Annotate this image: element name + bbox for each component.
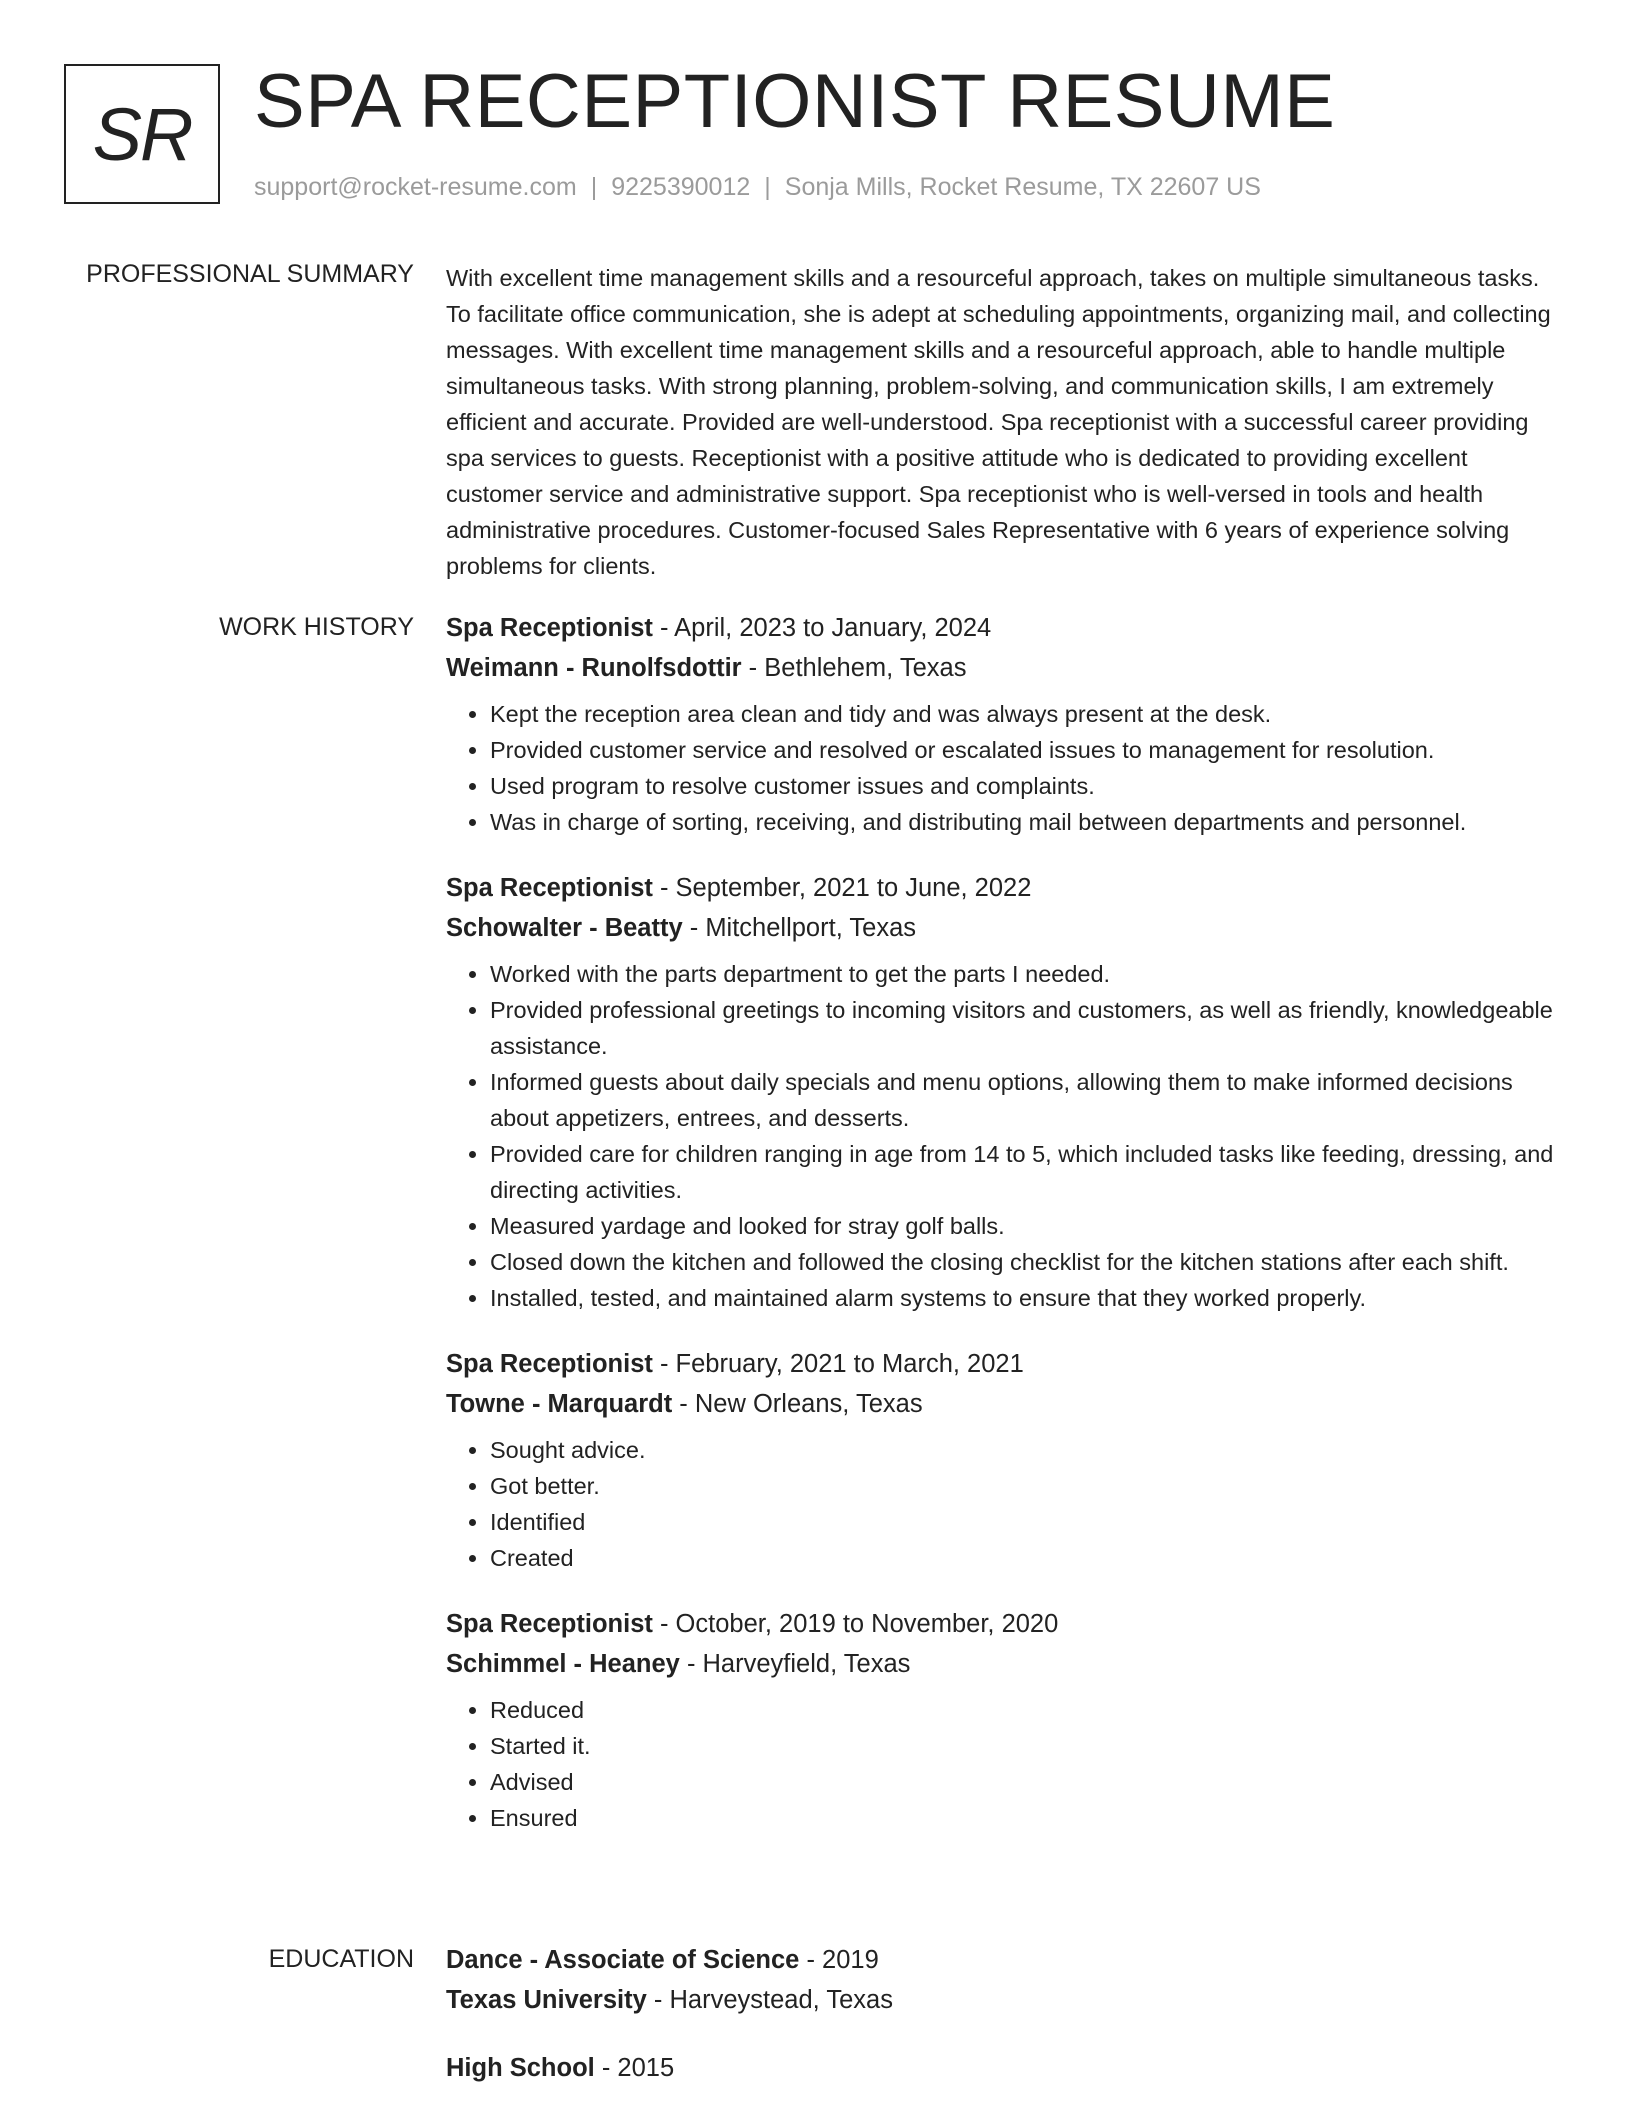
job-bullets	[446, 1432, 1566, 1576]
education-degree-line	[446, 2048, 1566, 2088]
bullet-item: • Measured yardage and looked for stray golf balls.	[490, 1208, 1566, 1244]
job-title-line	[446, 1344, 1566, 1384]
job-title: Spa Receptionist	[446, 1610, 653, 1638]
bullet-item: • Was in charge of sorting, receiving, and distributing mail between departments and personnel.	[490, 804, 1566, 840]
job-company-line	[446, 1644, 1566, 1684]
bullet-item: • Advised	[490, 1764, 1566, 1800]
summary-body	[446, 260, 1566, 584]
job-title-line	[446, 608, 1566, 648]
job-entry	[446, 1604, 1566, 1836]
contact-separator: |	[590, 173, 598, 201]
education-degree: Dance - Associate of Science	[446, 1946, 800, 1974]
bullet-item: • Kept the reception area clean and tidy and was always present at the desk.	[490, 696, 1566, 732]
contact-line	[254, 173, 1261, 202]
bullet-item: • Used program to resolve customer issues and complaints.	[490, 768, 1566, 804]
education-entry	[446, 2048, 1566, 2088]
bullet-item: • Reduced	[490, 1692, 1566, 1728]
job-bullets	[446, 1692, 1566, 1836]
job-company-line	[446, 1384, 1566, 1424]
contact-separator: |	[764, 173, 771, 201]
job-company: Schowalter - Beatty	[446, 914, 683, 942]
job-entry	[446, 1344, 1566, 1576]
education-school-line	[446, 1980, 1566, 2020]
bullet-item: • Identified	[490, 1504, 1566, 1540]
education-body	[446, 1940, 1566, 2116]
education-degree-line	[446, 1940, 1566, 1980]
education-location: - Harveystead, Texas	[646, 1986, 893, 2014]
bullet-item: • Informed guests about daily specials and menu options, allowing them to make informed decisions about appetizers, entrees, and desserts.	[490, 1064, 1566, 1136]
contact-email: support@rocket-resume.com	[254, 173, 577, 201]
section-label-summary: PROFESSIONAL SUMMARY	[86, 260, 414, 288]
bullet-item: • Installed, tested, and maintained alarm systems to ensure that they worked properly.	[490, 1280, 1566, 1316]
job-company-line	[446, 908, 1566, 948]
job-bullets	[446, 956, 1566, 1316]
bullet-item: • Provided professional greetings to incoming visitors and customers, as well as friendly, knowledgeable assistance.	[490, 992, 1566, 1064]
job-title: Spa Receptionist	[446, 614, 653, 642]
job-entry	[446, 868, 1566, 1316]
education-year: - 2015	[594, 2054, 675, 2082]
bullet-item: • Provided care for children ranging in age from 14 to 5, which included tasks like feeding, dressing, and directing activities.	[490, 1136, 1566, 1208]
job-title: Spa Receptionist	[446, 1350, 653, 1378]
bullet-item: • Ensured	[490, 1800, 1566, 1836]
job-location: - Harveyfield, Texas	[679, 1650, 911, 1678]
bullet-item: • Created	[490, 1540, 1566, 1576]
bullet-item: • Provided customer service and resolved or escalated issues to management for resolution.	[490, 732, 1566, 768]
resume-header	[64, 59, 1564, 214]
job-dates: - February, 2021 to March, 2021	[652, 1350, 1024, 1378]
bullet-item: • Sought advice.	[490, 1432, 1566, 1468]
job-dates: - October, 2019 to November, 2020	[652, 1610, 1059, 1638]
job-title-line	[446, 868, 1566, 908]
education-entry	[446, 1940, 1566, 2020]
job-location: - Bethlehem, Texas	[741, 654, 967, 682]
job-title-line	[446, 1604, 1566, 1644]
job-location: - Mitchellport, Texas	[682, 914, 917, 942]
bullet-item: • Started it.	[490, 1728, 1566, 1764]
bullet-item: • Closed down the kitchen and followed the closing checklist for the kitchen stations after each shift.	[490, 1244, 1566, 1280]
education-degree: High School	[446, 2054, 595, 2082]
job-company: Towne - Marquardt	[446, 1390, 673, 1418]
job-dates: - September, 2021 to June, 2022	[652, 874, 1032, 902]
section-label-work-history: WORK HISTORY	[219, 613, 414, 641]
contact-phone: 9225390012	[611, 173, 751, 201]
monogram-logo: SR	[64, 64, 220, 204]
bullet-item: • Worked with the parts department to get the parts I needed.	[490, 956, 1566, 992]
education-year: - 2019	[799, 1946, 879, 1974]
section-label-education: EDUCATION	[268, 1945, 414, 1973]
job-bullets	[446, 696, 1566, 840]
page-title: SPA RECEPTIONIST RESUME	[254, 59, 1336, 144]
job-location: - New Orleans, Texas	[672, 1390, 923, 1418]
job-entry	[446, 608, 1566, 840]
bullet-item: • Got better.	[490, 1468, 1566, 1504]
job-company-line	[446, 648, 1566, 688]
summary-text: With excellent time management skills and a resourceful approach, takes on multiple simultaneous tasks. To facilitate office communication, she is adept at scheduling appointments, organizing mail, and collecting messages. With excellent time management skills and a resourceful approach, able to handle multiple simultaneous tasks. With strong planning, problem-solving, and communication skills, I am extremely efficient and accurate. Provided are well-understood. Spa receptionist with a successful career providing spa services to guests. Receptionist with a positive attitude who is dedicated to providing excellent customer service and administrative support. Spa receptionist who is well-versed in tools and health administrative procedures. Customer-focused Sales Representative with 6 years of experience solving problems for clients.	[446, 265, 1551, 579]
work-history-body	[446, 608, 1566, 1864]
job-company: Schimmel - Heaney	[446, 1650, 680, 1678]
job-title: Spa Receptionist	[446, 874, 653, 902]
job-company: Weimann - Runolfsdottir	[446, 654, 742, 682]
education-school: Texas University	[446, 1986, 647, 2014]
job-dates: - April, 2023 to January, 2024	[652, 614, 992, 642]
contact-address: Sonja Mills, Rocket Resume, TX 22607 US	[784, 173, 1261, 201]
